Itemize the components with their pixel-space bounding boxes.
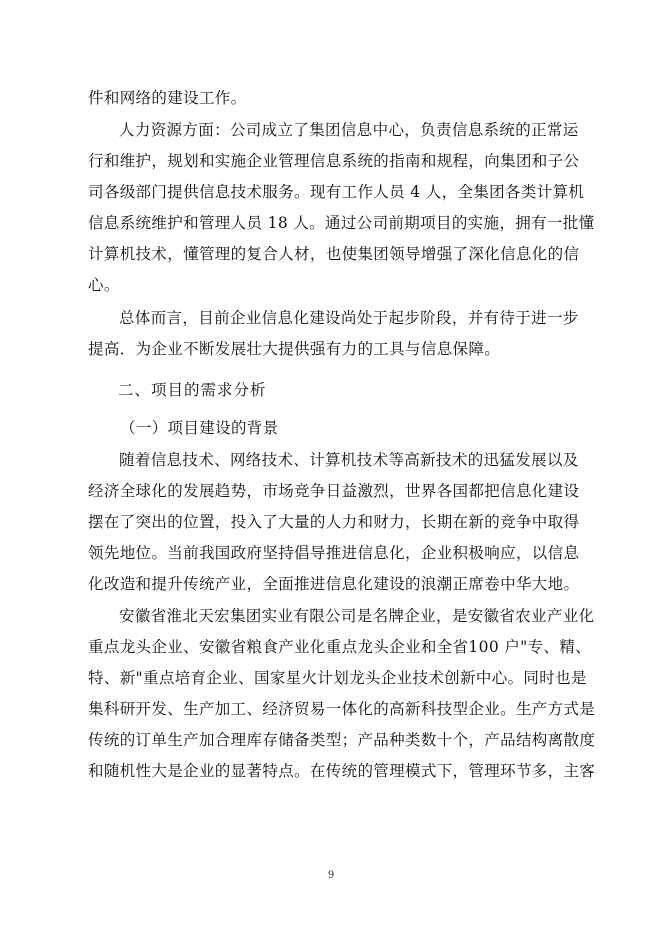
text-line: 信息系统维护和管理人员 18 人。通过公司前期项目的实施，拥有一批懂 (88, 214, 595, 232)
text-line: 总体而言，目前企业信息化建设尚处于起步阶段，并有待于进一步 (119, 309, 579, 327)
text-line: 集科研开发、生产加工、经济贸易一体化的高新科技型企业。生产方式是 (88, 700, 596, 718)
subsection-heading: （一）项目建设的背景 (120, 419, 279, 437)
text-line: 领先地位。当前我国政府坚持倡导推进信息化，企业积极响应，以信息 (88, 544, 580, 562)
text-line: 化改造和提升传统产业，全面推进信息化建设的浪潮正席卷中华大地。 (88, 575, 580, 593)
text-line: 心。 (88, 276, 120, 294)
text-line: 安徽省淮北天宏集团实业有限公司是名牌企业，是安徽省农业产业化 (119, 607, 595, 625)
section-heading: 二、项目的需求分析 (118, 381, 267, 399)
text-line: 件和网络的建设工作。 (88, 89, 247, 107)
text-line: 和随机性大是企业的显著特点。在传统的管理模式下，管理环节多，主客 (88, 762, 596, 780)
text-line: 摆在了突出的位置，投入了大量的人力和财力，长期在新的竞争中取得 (88, 513, 580, 531)
text-line: 传统的订单生产加合理库存储备类型；产品种类数十个，产品结构离散度 (88, 731, 596, 749)
text-line: 经济全球化的发展趋势，市场竞争日益激烈，世界各国都把信息化建设 (88, 482, 580, 500)
text-line: 重点龙头企业、安徽省粮食产业化重点龙头企业和全省100 户"专、精、 (88, 638, 592, 656)
text-line: 特、新"重点培育企业、国家星火计划龙头企业技术创新中心。同时也是 (88, 669, 587, 687)
text-line: 行和维护，规划和实施企业管理信息系统的指南和规程，向集团和子公 (88, 152, 580, 170)
text-line: 计算机技术，懂管理的复合人材，也使集团领导增强了深化信息化的信 (88, 245, 580, 263)
text-line: 随着信息技术、网络技术、计算机技术等高新技术的迅猛发展以及 (119, 451, 579, 469)
text-line: 人力资源方面：公司成立了集团信息中心，负责信息系统的正常运 (119, 121, 579, 139)
page-number: 9 (327, 870, 335, 881)
text-line: 司各级部门提供信息技术服务。现有工作人员 4 人，全集团各类计算机 (88, 183, 585, 201)
text-line: 提高．为企业不断发展壮大提供强有力的工具与信息保障。 (88, 340, 501, 358)
